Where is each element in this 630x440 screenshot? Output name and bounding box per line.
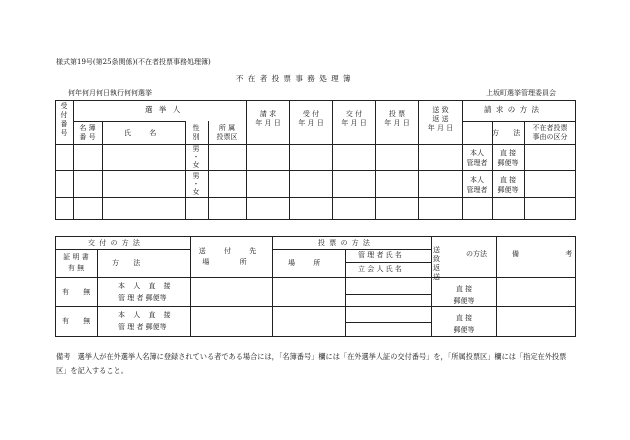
district-line-1: 所 属	[218, 124, 236, 132]
certificate-yesno: 有 無	[67, 264, 85, 272]
committee-name: 上坂町選挙管理委員会	[486, 89, 556, 97]
acceptance-date-label: 受 付	[302, 110, 320, 118]
request-method-header: 請 求 の 方 法	[484, 105, 541, 114]
acceptance-date-unit: 年 月 日	[298, 119, 324, 127]
request-date-unit: 年 月 日	[255, 119, 281, 127]
request-date-label: 請 求	[259, 110, 277, 118]
admin-name-header: 管 理 者 氏 名	[358, 251, 402, 259]
row2-certificate: 有 無	[62, 317, 97, 325]
row1-method-how: 直 接 郵便等	[497, 149, 519, 167]
row1-method-who: 本人 管理者	[466, 149, 488, 167]
row1-method-line-2: 管 理 者 郵便等	[118, 294, 167, 302]
election-name: 何年何月何日執行何何選挙	[68, 89, 152, 97]
voting-method-header: 投 票 の 方 法	[318, 239, 371, 247]
acceptance-date-header	[291, 110, 331, 128]
row1-method-line-1: 本 人 直 接	[118, 282, 174, 290]
remarks-header: 備 考	[512, 250, 595, 258]
row1-send-method: 直 接 郵便等	[453, 285, 475, 305]
row2-send-method: 直 接 郵便等	[453, 314, 475, 334]
voter-header: 選 挙 人	[145, 105, 183, 114]
destination-place: 場 所	[202, 258, 261, 266]
vote-date-label: 投 票	[388, 110, 406, 118]
delivery-date-header	[334, 110, 374, 128]
absentee-category-line-1: 不在者投票	[532, 124, 568, 132]
place-header: 場 所	[288, 259, 329, 267]
footnote: 備考 選挙人が在外選挙人名簿に登録されている者である場合には，「名簿番号」欄には「在外選挙人証の交付番号」を，「所属投票区」欄には「指定在外投票区」を記入すること。	[56, 352, 567, 375]
vote-date-unit: 年 月 日	[384, 119, 410, 127]
row1-certificate: 有 無	[62, 288, 97, 296]
row2-method-who: 本人 管理者	[466, 176, 488, 194]
document-title: 不 在 者 投 票 事 務 処 理 簿	[236, 74, 352, 83]
request-date-header	[248, 110, 288, 128]
vote-date-header	[377, 110, 417, 128]
method-header-2: 方 法	[112, 259, 147, 267]
sex-header: 性 別	[192, 124, 200, 141]
destination-header	[192, 246, 271, 268]
send-date-header	[420, 106, 461, 133]
district-header	[210, 124, 244, 142]
certificate-header	[57, 252, 95, 274]
delivery-method-header: 交 付 の 方 法	[88, 239, 141, 247]
send-date-label-2: 返 送	[432, 115, 449, 123]
row2-method-how: 直 接 郵便等	[497, 176, 519, 194]
row2-sex: 男 ・ 女	[192, 172, 200, 196]
district-line-2: 投票区	[216, 133, 238, 141]
send-date-label-1: 送 致	[432, 106, 449, 114]
destination-label: 送 付 先	[198, 247, 265, 255]
certificate-label: 証 明 書	[63, 253, 89, 261]
method-header: 方 法	[492, 129, 527, 137]
form-number: 様式第19号(第25条関係)(不在者投票事務処理簿)	[56, 58, 211, 66]
row1-sex: 男 ・ 女	[192, 145, 200, 169]
absentee-category-header	[526, 124, 574, 142]
name-header: 氏 名	[124, 129, 165, 137]
send-method-header: 送 致 返 送	[433, 246, 440, 281]
receipt-number-header: 受付番号	[60, 102, 68, 137]
register-number-header: 名 簿 番 号	[79, 124, 96, 141]
send-date-unit: 年 月 日	[427, 124, 454, 132]
absentee-category-line-2: 事由の区分	[532, 133, 568, 141]
delivery-date-label: 交 付	[345, 110, 363, 118]
row2-method-line-2: 管 理 者 郵便等	[118, 323, 167, 331]
row2-method-line-1: 本 人 直 接	[118, 311, 174, 319]
witness-name-header: 立 会 人 氏 名	[358, 265, 402, 273]
delivery-date-unit: 年 月 日	[341, 119, 367, 127]
send-method-suffix: の方法	[466, 250, 487, 258]
